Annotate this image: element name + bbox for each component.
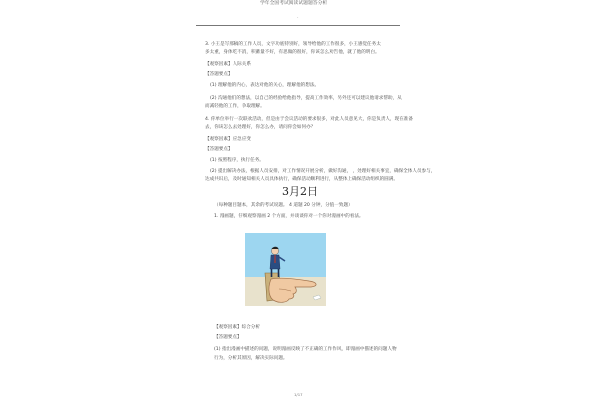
q1-point1-line2: 行为，分析其原因，解决实际问题。 — [214, 356, 288, 361]
q3-point2-line2: 而减轻他的工作，争取理解。 — [205, 104, 265, 109]
q4-point2-line1: (2) 提出解决办法，根据人员安排，对工作情况开展分析，做好沟通， ，处理好相关事宜，确保全体人员参与， — [210, 169, 436, 174]
q3-point1: (1) 理解他的内心，表达对他的关心，理解他的想法。 — [210, 83, 320, 88]
header-divider — [196, 25, 400, 26]
document-title: 学年全国考试阅读试题题答分析 — [260, 1, 328, 6]
q4-stem-line2: 去，你该怎么去处理好，你怎么办，请问你会如何办？ — [205, 125, 316, 130]
q1-type-label: 【观察因素】综合分析 — [214, 325, 260, 330]
cartoon-man-on-pointing-hand-icon — [245, 233, 326, 306]
q3-points-label: 【答题要点】 — [205, 72, 233, 77]
q3-type-label: 【观察因素】人际关系 — [205, 62, 251, 67]
q1-stem: 1. 漫画题，仔细观察漫画 2 个方面，并谈谈你对一个你对漫画中的看法。 — [214, 214, 364, 219]
q3-stem-line1: 3. 小王是写那稿的工作人员，文字功底特别好，领导给他的工作很多，小王感觉任务太 — [205, 42, 381, 47]
q4-point2-line2: 达成共识后，及时通知相关人员具体执行，确保活动顺利进行，从整体上确保活动组织的圆满。 — [205, 177, 398, 182]
q1-points-label: 【答题要点】 — [214, 335, 242, 340]
man-tie — [274, 255, 275, 263]
q1-point1-line1: (1) 指出漫画中描述的问题，说明漫画反映了不正确的工作作风，即漫画中描述的问题人物 — [214, 347, 397, 352]
q4-type-label: 【观察因素】应急应变 — [205, 137, 251, 142]
page-number: 1/17 — [294, 392, 303, 397]
intro-note: （每种题目题本，其余的考试说题。 4 道题 20 分钟，分值一致题） — [214, 203, 353, 208]
q4-point1: (1) 按照程序，执行任务。 — [210, 158, 264, 163]
q3-stem-line2: 多太重，身体吃不消，积蓄量不好，有思做的很好，你该怎么劝告他，就了他的明白。 — [205, 50, 380, 55]
dot-marker: · — [297, 15, 299, 21]
q4-stem-line1: 4. 你单位举行一次联欢活动，但是由于会议活动的要求很多，对此人员意见大，你是负责人，现在准备 — [205, 117, 413, 122]
date-heading: 3月2日 — [282, 185, 318, 198]
figure-sky — [245, 233, 326, 277]
q4-points-label: 【答题要点】 — [205, 147, 233, 152]
q3-point2-line1: (2) 沟通他们的想法，以自己的经验给他指导，提高工作效率，另外还可以建议他请求帮助，从 — [210, 96, 402, 101]
